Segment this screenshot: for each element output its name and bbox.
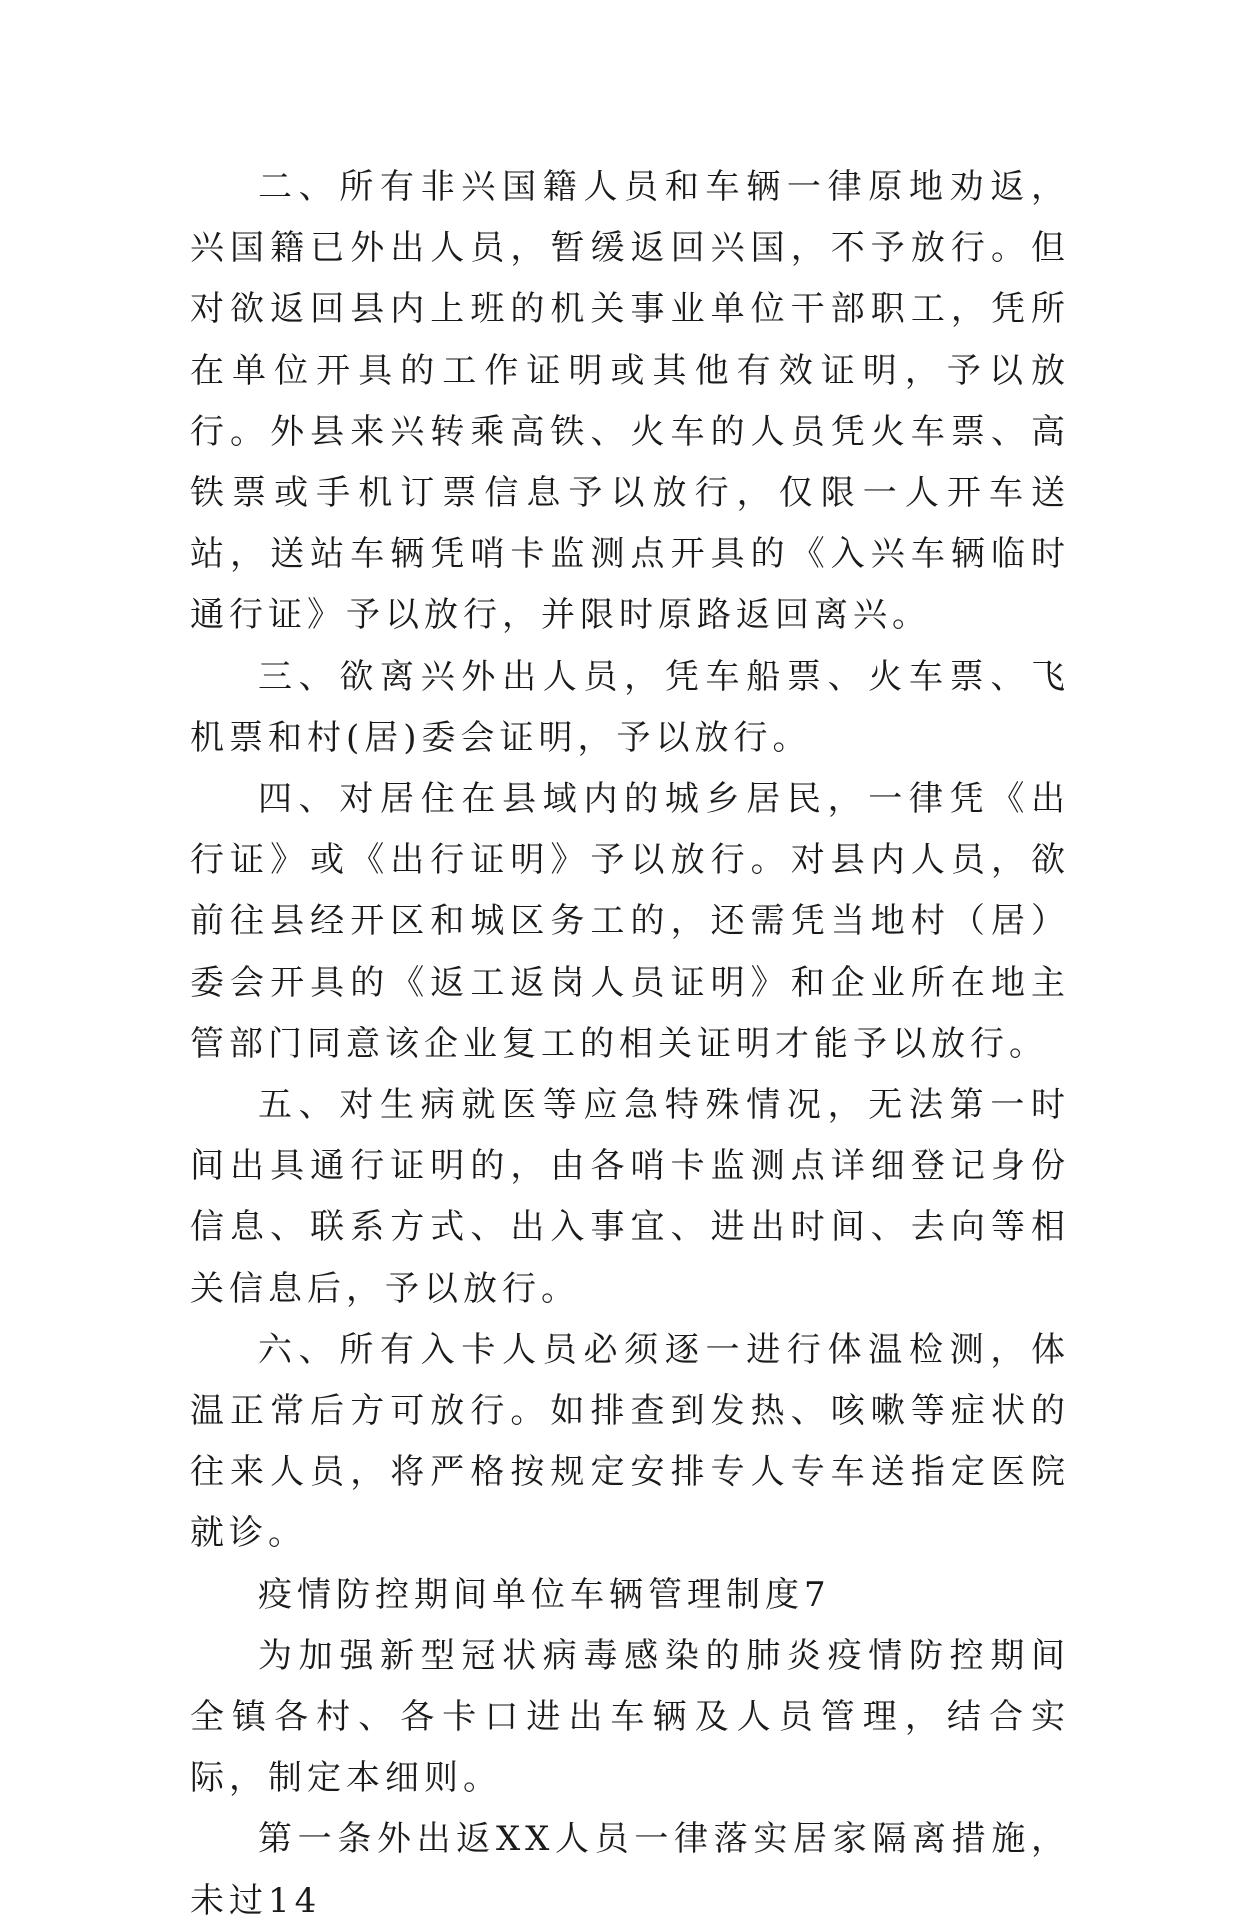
paragraph-item-5: 五、对生病就医等应急特殊情况，无法第一时间出具通行证明的，由各哨卡监测点详细登记身份信息、联系方式、出入事宜、进出时间、去向等相关信息后，予以放行。 bbox=[190, 1085, 1070, 1309]
paragraph-item-3: 三、欲离兴外出人员，凭车船票、火车票、飞机票和村(居)委会证明，予以放行。 bbox=[190, 656, 1070, 758]
paragraph-item-4: 四、对居住在县域内的城乡居民，一律凭《出行证》或《出行证明》予以放行。对县内人员，欲前往县经开区和城区务工的，还需凭当地村（居）委会开具的《返工返岗人员证明》和企业所在地主管部门同意该企业复工的相关证明才能予以放行。 bbox=[190, 779, 1070, 1064]
paragraph-article-1: 第一条外出返XX人员一律落实居家隔离措施，未过14 bbox=[190, 1819, 1070, 1921]
paragraph-item-6: 六、所有入卡人员必须逐一进行体温检测，体温正常后方可放行。如排查到发热、咳嗽等症状的往来人员，将严格按规定安排专人专车送指定医院就诊。 bbox=[190, 1329, 1070, 1554]
document-body bbox=[190, 157, 1070, 1932]
paragraph-item-2: 二、所有非兴国籍人员和车辆一律原地劝返，兴国籍已外出人员，暂缓返回兴国，不予放行。但对欲返回县内上班的机关事业单位干部职工，凭所在单位开具的工作证明或其他有效证明，予以放行。外县来兴转乘高铁、火车的人员凭火车票、高铁票或手机订票信息予以放行，仅限一人开车送站，送站车辆凭哨卡监测点开具的《入兴车辆临时通行证》予以放行，并限时原路返回离兴。 bbox=[190, 167, 1070, 636]
paragraph-intro: 为加强新型冠状病毒感染的肺炎疫情防控期间全镇各村、各卡口进出车辆及人员管理，结合实际，制定本细则。 bbox=[190, 1635, 1070, 1799]
section-heading: 疫情防控期间单位车辆管理制度7 bbox=[258, 1574, 831, 1615]
